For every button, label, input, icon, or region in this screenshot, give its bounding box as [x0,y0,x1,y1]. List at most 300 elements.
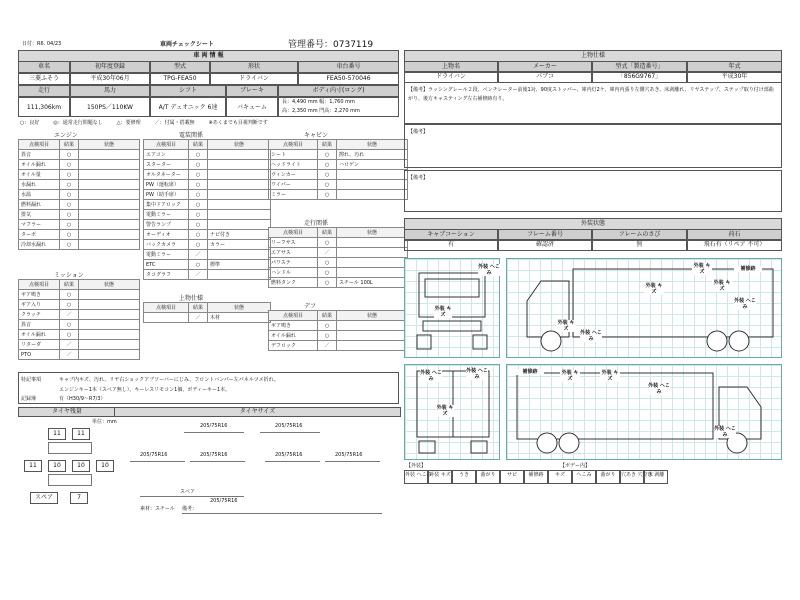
tire-depth-fl: 11 [48,428,66,440]
tire-depth-unit: 単位：mm [92,419,117,425]
electric-cell-12-0: タコグラフ [144,270,189,280]
electric-cell-5-2 [208,200,271,210]
cabin-col-2: 状態 [337,140,408,150]
tire-size-r2: 205/75R16 [200,452,228,458]
damage-label-d: 外装 へこみ [734,298,756,310]
electric-cell-2-1: ○ [189,170,208,180]
running-cell-3-2 [337,268,408,278]
damage-legend-item: 補修跡 [524,470,548,484]
tire-remark-line [182,513,382,514]
electric-cell-0-1: ○ [189,150,208,160]
damage-label-p: 外装 キズ [436,405,454,417]
damage-label-h: 外装 キズ [713,280,731,292]
damage-legend-item: うき [452,470,476,484]
diff-cell-1-0: オイル漏れ [269,331,318,341]
damage-label-b: 外装 キズ [434,306,452,318]
engine-cell-3-2 [79,180,140,190]
vv-power: 150PS／110KW [70,97,150,117]
cabin-cell-0-2: 擦れ、汚れ [337,150,408,160]
electric-row [144,260,271,270]
diff-row [269,321,408,331]
mission-cell-1-2 [79,300,140,310]
tire-depth-rl1: 11 [24,460,42,472]
cabin-cell-2-1: ○ [318,170,337,180]
damage-label-l: 補修跡 [516,369,544,375]
electric-cell-5-1: ○ [189,200,208,210]
exterior-header: 外装状態 [404,218,782,230]
running-row [269,258,408,268]
sheet-title: 車両チェックシート [160,41,214,48]
upper-val-model: 「856G9767」 [592,71,687,83]
exterior-vals [404,239,782,251]
mission-cell-2-2 [79,310,140,320]
engine-cell-9-2 [79,240,140,250]
engine-cell-7-1: ○ [60,220,79,230]
damage-legend-item: へこみ [572,470,596,484]
engine-cell-0-2 [79,150,140,160]
electric-cell-9-2: カラー [208,240,271,250]
legend-none: ／：付属・搭載無 [154,120,195,126]
diff-col-0: 点検項目 [269,311,318,321]
cabin-cell-4-2 [337,190,408,200]
mission-col-2: 状態 [79,280,140,290]
engine-cell-6-2 [79,210,140,220]
engine-col-1: 結果 [60,140,79,150]
upper-remark-3 [404,170,782,212]
tire-size-r4: 205/75R16 [335,452,363,458]
vv-mileage: 111,306km [18,97,70,117]
engine-cell-4-0: 水温 [19,190,60,200]
damage-label-j: 外装 キズ [557,320,575,332]
mission-cell-4-2 [79,330,140,340]
mission-cell-3-2 [79,320,140,330]
tire-size-spare: 205/75R16 [210,498,238,504]
cabin-cell-1-0: ヘッドライト [269,160,318,170]
cabin-row [269,160,408,170]
diff-row [269,341,408,351]
ext-val-stone: 飛石有（リペア 不可） [687,239,782,251]
engine-cell-2-1: ○ [60,170,79,180]
diff-row [269,331,408,341]
running-row [269,278,408,288]
tokki-label: 特記事項 [21,377,42,383]
mission-cell-6-0: PTO [19,350,60,360]
upper-val-maker: パブコ [498,71,592,83]
tire-front-axle [48,442,92,454]
electric-row [144,150,271,160]
damage-label-e: 外装 キズ [693,263,711,275]
engine-cell-0-0: 異音 [19,150,60,160]
tire-size-r3-line [265,461,320,462]
electric-cell-8-0: オーディオ [144,230,189,240]
ext-val-caution: 有 [404,239,498,251]
legend-good: ○：良好 [20,120,40,126]
tire-size-fr: 205/75R16 [275,423,303,429]
tire-rear-axle [48,474,92,486]
tokki-line-1: キャブ内キズ、汚れ、リヤ右ショックアブソーバーにじみ、フロントバンパー左パネルツメ折れ。 [59,377,279,383]
engine-row [19,160,140,170]
electric-cell-6-2 [208,210,271,220]
upper-val-year: 平成30年 [687,71,782,83]
engine-cell-1-0: オイル漏れ [19,160,60,170]
ext-col-caution: キャブコーション [404,229,498,241]
equip-table [143,302,271,323]
record-label: 記録簿 [21,396,37,402]
cabin-cell-1-2: ハロゲン [337,160,408,170]
notes-box [18,372,399,404]
result-legend [20,119,398,126]
ext-val-frame-no: 確認済 [498,239,592,251]
running-col-2: 状態 [337,228,408,238]
diff-cell-0-0: ギア鳴き [269,321,318,331]
engine-cell-9-0: 冷却水漏れ [19,240,60,250]
engine-row [19,150,140,160]
ext-col-stone: 荷石 [687,229,782,241]
electric-cell-10-1: ／ [189,250,208,260]
mission-cell-0-2 [79,290,140,300]
electric-cell-5-0: 集中ドアロック [144,200,189,210]
upper-remark-3-text: 【備考】 [408,175,429,181]
running-cell-4-2: スチール 100L [337,278,408,288]
electric-cell-12-1: ／ [189,270,208,280]
cabin-cell-0-0: シート [269,150,318,160]
cabin-row [269,170,408,180]
equip-title: 上物仕様 [179,295,204,302]
tire-size-fl: 205/75R16 [200,423,228,429]
mission-row [19,340,140,350]
tire-size-fl-line [184,432,244,433]
damage-legend-item: 曲がり [476,470,500,484]
engine-col-2: 状態 [79,140,140,150]
engine-row [19,240,140,250]
mission-row [19,330,140,340]
engine-cell-6-1: ○ [60,210,79,220]
running-cell-1-0: エアサス [269,248,318,258]
engine-cell-4-2 [79,190,140,200]
vh-first-reg: 初年度登録 [70,61,150,73]
running-cell-3-1: ○ [318,268,337,278]
legend-note: ※あくまでも目視判断です [208,120,268,126]
electric-cell-12-2 [208,270,271,280]
engine-cell-7-2 [79,220,140,230]
damage-label-g: 外装 キズ [645,283,663,295]
damage-label-f: 外装 へこみ [580,330,602,342]
cabin-cell-1-1: ○ [318,160,337,170]
tire-size-r4-line [325,461,380,462]
engine-row [19,190,140,200]
running-row [269,268,408,278]
engine-cell-3-0: 水漏れ [19,180,60,190]
cabin-row [269,190,408,200]
equip-col-0: 点検項目 [144,303,189,313]
engine-cell-8-0: ターボ [19,230,60,240]
electric-cell-8-2: ナビ付き [208,230,271,240]
running-table [268,227,408,288]
vv-model: TPG-FEA50 [150,73,210,85]
electric-row [144,220,271,230]
engine-cell-5-2 [79,200,140,210]
damage-legend-item: キズ [548,470,572,484]
diff-cell-1-2 [337,331,408,341]
vh-chassis: 車台番号 [298,61,399,73]
running-cell-1-2 [337,248,408,258]
date-label: 日付：R6. 04/23 [22,41,62,47]
upper-remark-1 [404,82,782,124]
diff-cell-2-0: デフロック [269,341,318,351]
truck-side-right-drawing [507,365,783,461]
mission-cell-1-0: ギア入り [19,300,60,310]
vehicle-info-table [18,61,399,117]
tire-size-r2-line [190,461,245,462]
electric-row [144,210,271,220]
vv-chassis: FEA50-570046 [298,73,399,85]
vh-shift: シフト [150,85,226,97]
record-value: 有（H30/9〜R7/3） [59,396,106,402]
mission-row [19,320,140,330]
diff-cell-2-1: ／ [318,341,337,351]
vv-body-size [278,97,399,117]
engine-row [19,200,140,210]
electric-cell-3-2 [208,180,271,190]
engine-col-0: 点検項目 [19,140,60,150]
damage-legend-item: 床 剥離 [644,470,668,484]
electric-row [144,170,271,180]
vh-model: 型式 [150,61,210,73]
electric-row [144,180,271,190]
electric-row [144,250,271,260]
equip-cell-0-0 [144,313,189,323]
electric-cell-2-0: オルタネーター [144,170,189,180]
electric-cell-11-1: ○ [189,260,208,270]
mission-cell-3-0: 異音 [19,320,60,330]
cabin-cell-3-0: ワイパー [269,180,318,190]
management-value: 0737119 [333,40,374,50]
electric-cell-3-1: ○ [189,180,208,190]
electric-row [144,270,271,280]
legend-repair: △：要修理 [116,120,141,126]
diff-col-2: 状態 [337,311,408,321]
engine-cell-0-1: ○ [60,150,79,160]
running-cell-2-1: ○ [318,258,337,268]
legend-body-title: 【ボデー内】 [560,463,591,469]
mission-row [19,310,140,320]
engine-row [19,180,140,190]
equip-col-2: 状態 [208,303,271,313]
mission-col-1: 結果 [60,280,79,290]
mission-cell-1-1: ○ [60,300,79,310]
vv-first-reg: 平成30年06月 [70,73,150,85]
mission-table [18,279,140,360]
vv-brake: バキューム [226,97,278,117]
engine-cell-2-0: オイル量 [19,170,60,180]
tire-size-r1-line [130,461,185,462]
legend-exterior-title: 【外装】 [406,463,427,469]
engine-title: エンジン [54,132,78,139]
engine-row [19,170,140,180]
engine-cell-1-2 [79,160,140,170]
management-label: 管理番号： [288,40,334,50]
electric-col-0: 点検項目 [144,140,189,150]
engine-cell-2-2 [79,170,140,180]
mission-title: ミッション [54,272,84,279]
electric-cell-4-1: ○ [189,190,208,200]
electric-cell-6-1: ○ [189,210,208,220]
upper-col-name: 上物名 [404,61,498,73]
running-cell-1-1: ／ [318,248,337,258]
cabin-cell-3-2 [337,180,408,190]
ext-col-frame-rust: フレームのさび [592,229,687,241]
tire-remark: 備考： [182,506,198,512]
mission-cell-6-2 [79,350,140,360]
running-cell-2-0: パワステ [269,258,318,268]
engine-row [19,210,140,220]
cabin-cell-0-1: ○ [318,150,337,160]
engine-row [19,230,140,240]
engine-cell-4-1: ○ [60,190,79,200]
diff-title: デフ [304,303,317,310]
electric-cell-7-0: 警告ランプ [144,220,189,230]
electric-col-2: 状態 [208,140,271,150]
electric-col-1: 結果 [189,140,208,150]
mission-cell-3-1: ○ [60,320,79,330]
tire-depth-rr2: 10 [96,460,114,472]
running-title: 走行関係 [304,220,329,227]
electric-cell-0-2 [208,150,271,160]
damage-label-k: 外装 へこみ [420,370,442,382]
mission-cell-5-2 [79,340,140,350]
mission-cell-5-1: ／ [60,340,79,350]
running-col-1: 結果 [318,228,337,238]
engine-cell-5-0: 燃料漏れ [19,200,60,210]
running-row [269,238,408,248]
electric-cell-11-0: ETC [144,260,189,270]
cabin-cell-3-1: ○ [318,180,337,190]
vh-mileage: 走行 [18,85,70,97]
ext-col-frame-no: フレーム番号 [498,229,592,241]
running-cell-3-0: ハンドル [269,268,318,278]
mission-row [19,300,140,310]
electric-cell-9-0: バックカメラ [144,240,189,250]
engine-cell-3-1: ○ [60,180,79,190]
diff-cell-2-2 [337,341,408,351]
vv-shape: ドライバン [210,73,298,85]
cabin-row [269,150,408,160]
electric-cell-2-2 [208,170,271,180]
electric-cell-0-0: エアコン [144,150,189,160]
tire-size-spare-label: スペア [180,489,196,495]
ext-val-frame-rust: 無 [592,239,687,251]
upper-remark-2-text: 【備考】 [408,129,429,135]
vv-body-size-1: 長：4,490 mm 幅：1,760 mm [282,99,355,105]
electric-cell-1-1: ○ [189,160,208,170]
running-cell-4-0: 燃料タンク [269,278,318,288]
damage-label-o: 外装 へこみ [648,383,670,395]
engine-cell-8-1: ○ [60,230,79,240]
cabin-cell-2-2 [337,170,408,180]
diff-col-1: 結果 [318,311,337,321]
equip-cell-0-1: ／ [189,313,208,323]
vh-brake: ブレーキ [226,85,278,97]
upper-val-name: ドライバン [404,71,498,83]
electric-cell-1-2 [208,160,271,170]
electric-row [144,230,271,240]
equip-row [144,313,271,323]
mission-row [19,350,140,360]
tire-size-r3: 205/75R16 [275,452,303,458]
tire-depth-spare: 7 [70,492,88,504]
tire-size-r1: 205/75R16 [140,452,168,458]
tire-material: 素材：スチール [140,506,175,512]
vh-power: 馬力 [70,85,150,97]
mission-cell-0-1: ○ [60,290,79,300]
vh-name: 車名 [18,61,70,73]
mission-cell-2-0: クラッチ [19,310,60,320]
electric-cell-4-2 [208,190,271,200]
electric-cell-10-0: 電動ミラー [144,250,189,260]
running-col-0: 点検項目 [269,228,318,238]
vv-shift: A/T デュオニック 6速 [150,97,226,117]
mission-cell-4-1: ○ [60,330,79,340]
damage-label-m: 外装 キズ [561,370,579,382]
upper-col-maker: メーカー [498,61,592,73]
mission-row [19,290,140,300]
tire-size-fr-line [260,432,320,433]
engine-cell-5-1: ○ [60,200,79,210]
equip-cell-0-2: 木材 [208,313,271,323]
electric-row [144,200,271,210]
mission-cell-5-0: リターダ [19,340,60,350]
electric-cell-4-0: PW（助手席） [144,190,189,200]
cabin-table [268,139,408,200]
upper-col-year: 年式 [687,61,782,73]
engine-cell-8-2 [79,230,140,240]
diff-table [268,310,408,351]
upper-col-model: 型式「製造番号」 [592,61,687,73]
running-cell-2-2 [337,258,408,268]
cabin-cell-4-0: ミラー [269,190,318,200]
upper-remark-1-text: 【備考】ラッシングレール２段、ベンチレーター前後1対、90度ストッパー、庫内灯2ケ、庫内内張り左側穴あき、床剥離れ、リヤステップ、ステップ取り付け部曲がり、後方キャスティング左右補修跡有り。 [408,87,774,102]
cabin-row [269,180,408,190]
damage-legend-row [404,470,684,484]
equip-col-1: 結果 [189,303,208,313]
mission-cell-6-1: ／ [60,350,79,360]
damage-label-q: 外装 へこみ [714,426,736,438]
electric-cell-1-0: スターター [144,160,189,170]
damage-legend-item: 穴あき 穴空き [620,470,644,484]
electric-row [144,190,271,200]
vh-body-size: ボディ内寸(ロング) [278,85,399,97]
electric-cell-3-0: PW（運転席） [144,180,189,190]
electric-cell-11-2: 標準 [208,260,271,270]
tire-size-header: タイヤサイズ [114,407,401,417]
cabin-cell-4-1: ○ [318,190,337,200]
vv-body-size-2: 高：2,350 mm 門高：2,270 mm [282,108,360,114]
mission-cell-0-0: ギア鳴き [19,290,60,300]
engine-cell-1-1: ○ [60,160,79,170]
cabin-title: キャビン [304,132,329,139]
management-number [288,37,373,50]
electric-cell-6-0: 電動ミラー [144,210,189,220]
tire-size-spare-line [140,496,244,497]
damage-label-a: 外装 へこみ [478,264,500,276]
electric-cell-8-1: ○ [189,230,208,240]
running-row [269,248,408,258]
damage-label-n: 外装 キズ [601,370,619,382]
spare-label-box: スペア [30,492,58,504]
running-cell-0-1: ○ [318,238,337,248]
engine-cell-9-1: ○ [60,240,79,250]
legend-ok: ◎：通常走行問題なし [53,120,103,126]
